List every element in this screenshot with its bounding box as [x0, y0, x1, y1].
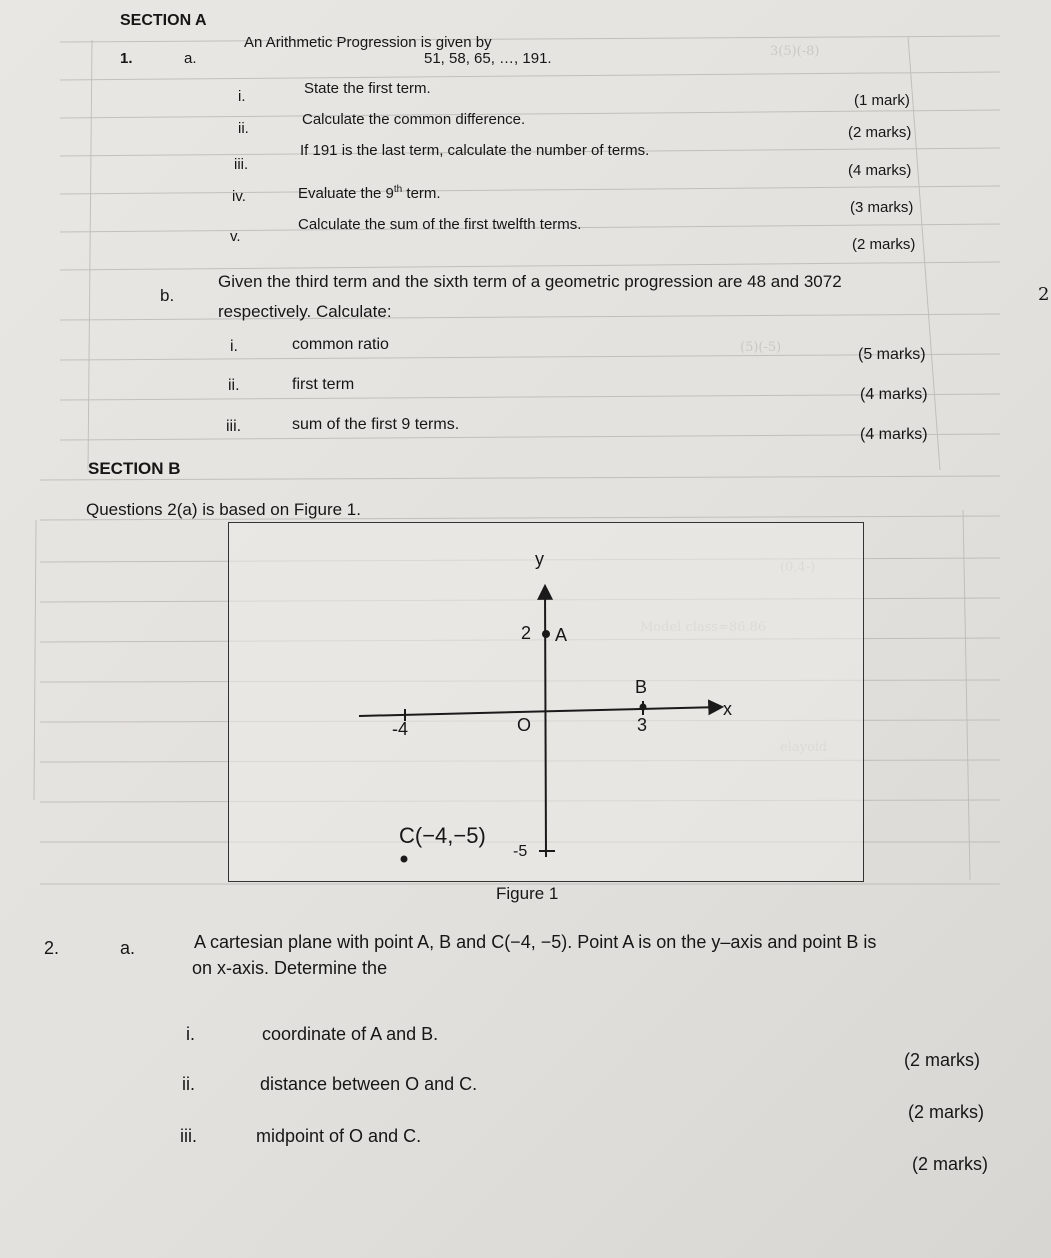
item-text: If 191 is the last term, calculate the number of terms.: [300, 142, 650, 159]
marks: (3 marks): [850, 199, 914, 216]
part-label: b.: [160, 286, 175, 305]
bleed-through-text: (5)(-5): [740, 340, 782, 355]
ap-sequence: 51, 58, 65, …, 191.: [424, 50, 552, 67]
point-b-marker: [640, 704, 647, 711]
question-number: 2.: [44, 938, 60, 958]
marks: (4 marks): [860, 426, 928, 443]
item-text: Calculate the common difference.: [302, 111, 526, 128]
item-text: distance between O and C.: [260, 1074, 478, 1094]
marks: (2 marks): [852, 236, 916, 253]
item-text: common ratio: [292, 336, 389, 353]
tick-label-x-neg4: -4: [392, 719, 409, 739]
marks: (2 marks): [848, 124, 912, 141]
item-roman: i.: [186, 1024, 195, 1044]
item-roman: ii.: [238, 120, 249, 137]
marks: (2 marks): [904, 1050, 980, 1070]
x-axis-label: x: [723, 699, 732, 719]
item-text-part: term.: [402, 185, 441, 202]
question-number: 1.: [120, 50, 133, 67]
marks: (2 marks): [912, 1154, 988, 1174]
item-text: Calculate the sum of the first twelfth terms.: [298, 216, 582, 233]
figure-1-frame: [228, 522, 864, 882]
cartesian-plane: [229, 523, 863, 881]
origin-label: O: [517, 715, 532, 735]
item-text-part: Evaluate the 9: [298, 185, 394, 202]
y-axis: [545, 587, 546, 857]
tick-label-x-3: 3: [637, 715, 648, 735]
point-b-label: B: [635, 677, 648, 697]
item-roman: iii.: [226, 418, 242, 435]
y-axis-label: y: [535, 549, 544, 569]
gp-intro-line2: respectively. Calculate:: [218, 302, 392, 321]
item-text: State the first term.: [304, 80, 431, 97]
item-roman: iv.: [232, 188, 246, 205]
item-text: coordinate of A and B.: [262, 1024, 439, 1044]
marks: (4 marks): [848, 162, 912, 179]
part-label: a.: [184, 50, 197, 67]
item-roman: ii.: [182, 1074, 195, 1094]
item-roman: iii.: [180, 1126, 197, 1146]
figure-caption: Figure 1: [496, 884, 559, 903]
gp-intro-line1: Given the third term and the sixth term of a geometric progression are 48 and 3072: [218, 272, 842, 291]
point-c-marker: [401, 856, 408, 863]
superscript: th: [393, 184, 403, 195]
ap-intro: An Arithmetic Progression is given by: [244, 34, 492, 51]
section-b-heading: SECTION B: [88, 459, 181, 478]
item-roman: i.: [238, 88, 246, 105]
marks: (2 marks): [908, 1102, 984, 1122]
handwritten-margin-note: 2: [1038, 284, 1050, 305]
marks: (1 mark): [854, 92, 910, 109]
point-a-marker: [542, 630, 550, 638]
q2a-text-line1: A cartesian plane with point A, B and C(−4, −5). Point A is on the y–axis and point B is: [194, 932, 877, 952]
item-text: midpoint of O and C.: [256, 1126, 422, 1146]
bleed-through-text: 3(5)(-8): [770, 44, 820, 59]
section-b-intro: Questions 2(a) is based on Figure 1.: [86, 500, 361, 519]
part-label: a.: [120, 938, 136, 958]
point-c-label: C(−4,−5): [399, 823, 486, 848]
section-a-heading: SECTION A: [120, 12, 207, 29]
item-roman: i.: [230, 338, 238, 355]
item-text: first term: [292, 376, 355, 393]
marks: (4 marks): [860, 386, 928, 403]
item-roman: ii.: [228, 377, 240, 394]
point-a-label: A: [555, 625, 568, 645]
tick-label-y-neg5: -5: [513, 843, 528, 860]
tick-label-y-2: 2: [521, 623, 532, 643]
item-roman: iii.: [234, 156, 249, 173]
marks: (5 marks): [858, 346, 926, 363]
item-roman: v.: [230, 228, 241, 245]
item-text-ninth-term: [298, 184, 441, 202]
q2a-text-line2: on x-axis. Determine the: [192, 958, 388, 978]
item-text: sum of the first 9 terms.: [292, 416, 460, 433]
x-axis: [359, 707, 721, 716]
